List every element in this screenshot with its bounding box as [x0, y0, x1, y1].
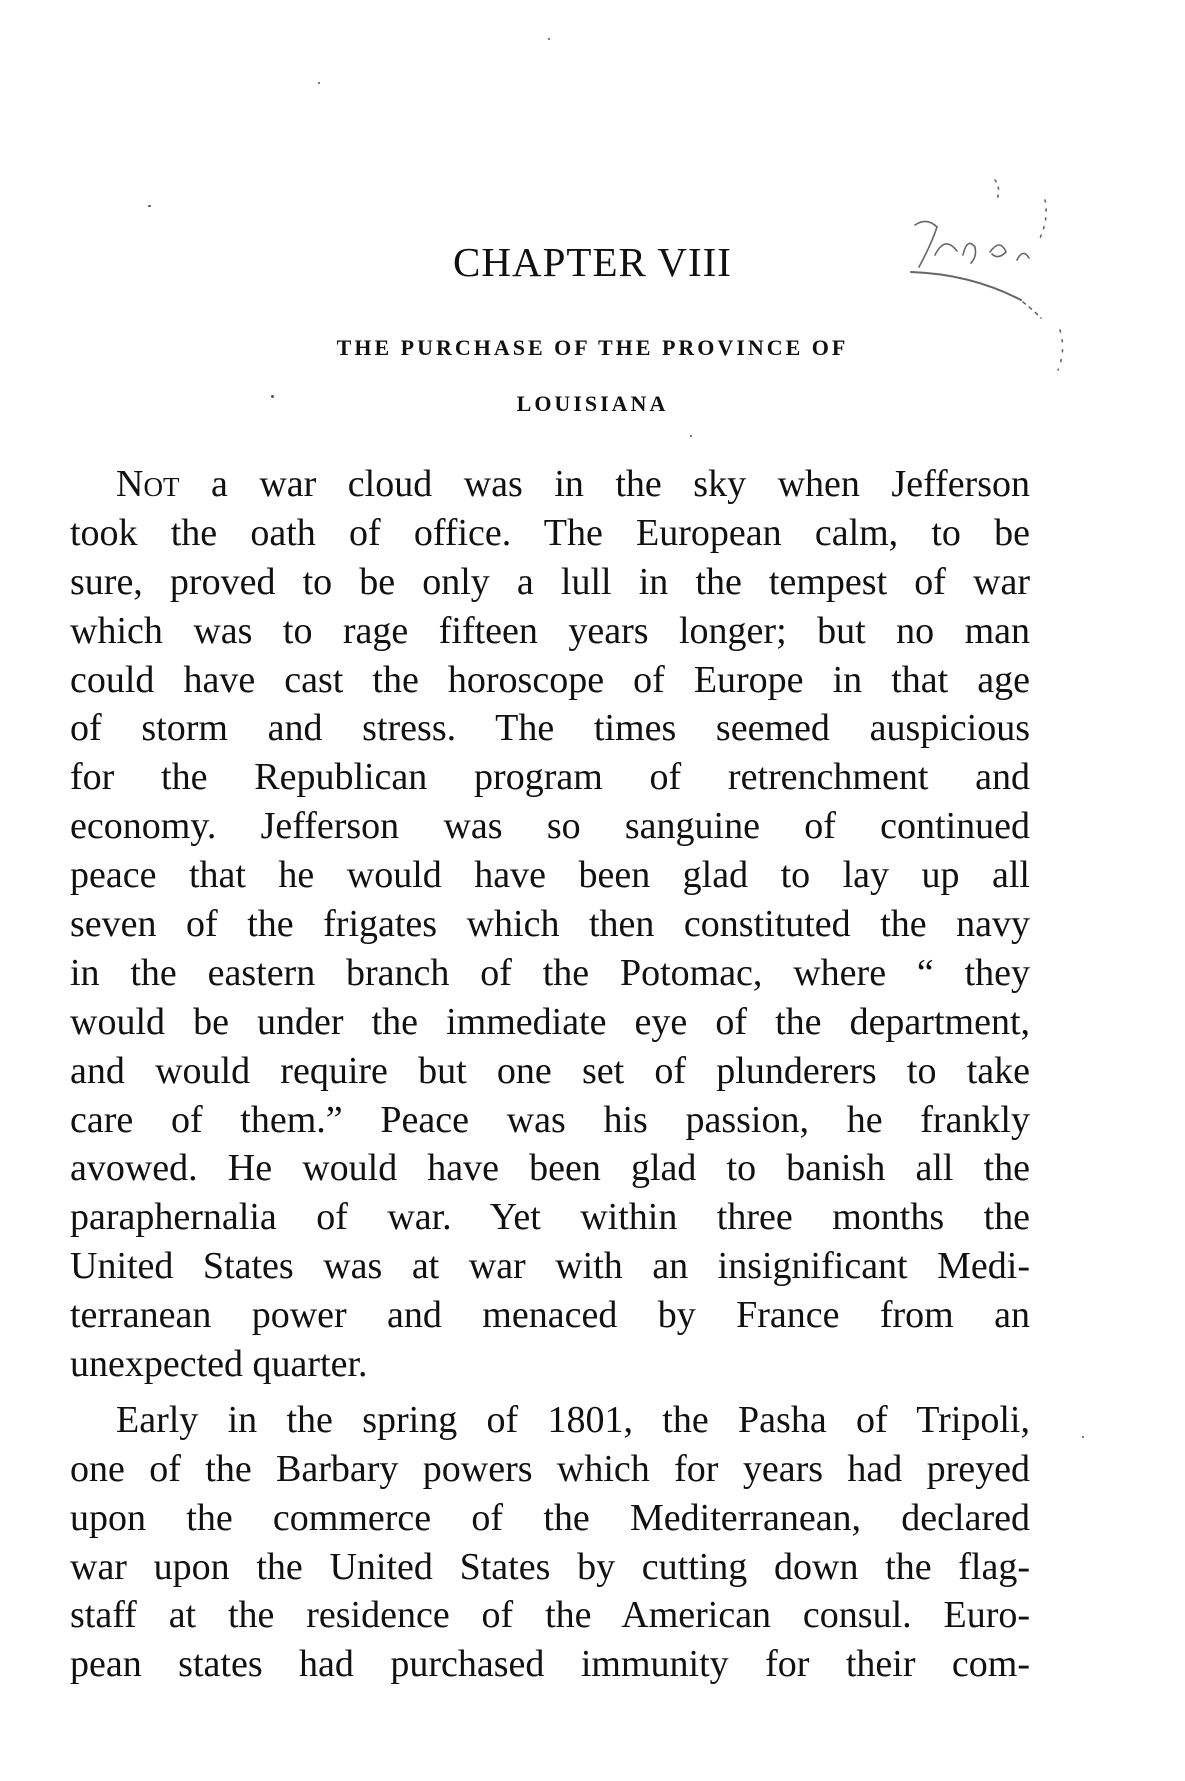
text-line: in the eastern branch of the Potomac, where “ they	[70, 951, 1030, 994]
lead-word: Not	[116, 463, 180, 505]
text-line: terranean power and menaced by France from an	[70, 1294, 1030, 1337]
text-line	[70, 460, 1030, 509]
text-line: care of them.” Peace was his passion, he frankly	[70, 1098, 1030, 1141]
paragraph-2	[70, 1396, 1030, 1689]
body-text	[70, 460, 1030, 1689]
scan-speck	[1082, 1436, 1084, 1438]
text-line: which was to rage fifteen years longer; but no man	[70, 609, 1030, 652]
text-line: peace that he would have been glad to lay up all	[70, 854, 1030, 897]
text-line: staff at the residence of the American consul. Euro-	[70, 1594, 1030, 1637]
text-line: and would require but one set of plunderers to take	[70, 1049, 1030, 1092]
text-line: took the oath of office. The European calm, to be	[70, 511, 1030, 554]
scan-speck	[690, 435, 692, 437]
text-line: would be under the immediate eye of the department,	[70, 1000, 1030, 1043]
paragraph-gap	[70, 1389, 1030, 1396]
text-line: war upon the United States by cutting down the flag-	[70, 1545, 1030, 1588]
text-line-content: a war cloud was in the sky when Jefferson	[179, 463, 1030, 505]
text-line: seven of the frigates which then constituted the navy	[70, 903, 1030, 946]
chapter-subtitle-line-1: THE PURCHASE OF THE PROVINCE OF	[336, 335, 849, 360]
paragraph-1	[70, 460, 1030, 1389]
text-line: economy. Jefferson was so sanguine of continued	[70, 805, 1030, 848]
text-line: upon the commerce of the Mediterranean, declared	[70, 1496, 1030, 1539]
scan-speck	[148, 205, 151, 207]
text-line: unexpected quarter.	[70, 1343, 368, 1386]
scan-speck	[318, 82, 320, 84]
pencil-annotation-mark	[895, 160, 1125, 430]
text-line: United States was at war with an insignificant Medi-	[70, 1245, 1030, 1288]
text-line: for the Republican program of retrenchment and	[70, 756, 1030, 799]
scan-speck	[548, 38, 550, 40]
text-line: paraphernalia of war. Yet within three months the	[70, 1196, 1030, 1239]
chapter-subtitle-line-2: LOUISIANA	[516, 391, 669, 416]
text-line: pean states had purchased immunity for their com-	[70, 1643, 1030, 1686]
text-line: could have cast the horoscope of Europe in that age	[70, 658, 1030, 701]
text-line: avowed. He would have been glad to banish all the	[70, 1147, 1030, 1190]
text-line: of storm and stress. The times seemed auspicious	[70, 707, 1030, 750]
text-line: sure, proved to be only a lull in the tempest of war	[70, 560, 1030, 603]
text-line: one of the Barbary powers which for years had preyed	[70, 1447, 1030, 1490]
text-line: Early in the spring of 1801, the Pasha of Tripoli,	[116, 1398, 1030, 1441]
chapter-title: CHAPTER VIII	[453, 239, 732, 285]
